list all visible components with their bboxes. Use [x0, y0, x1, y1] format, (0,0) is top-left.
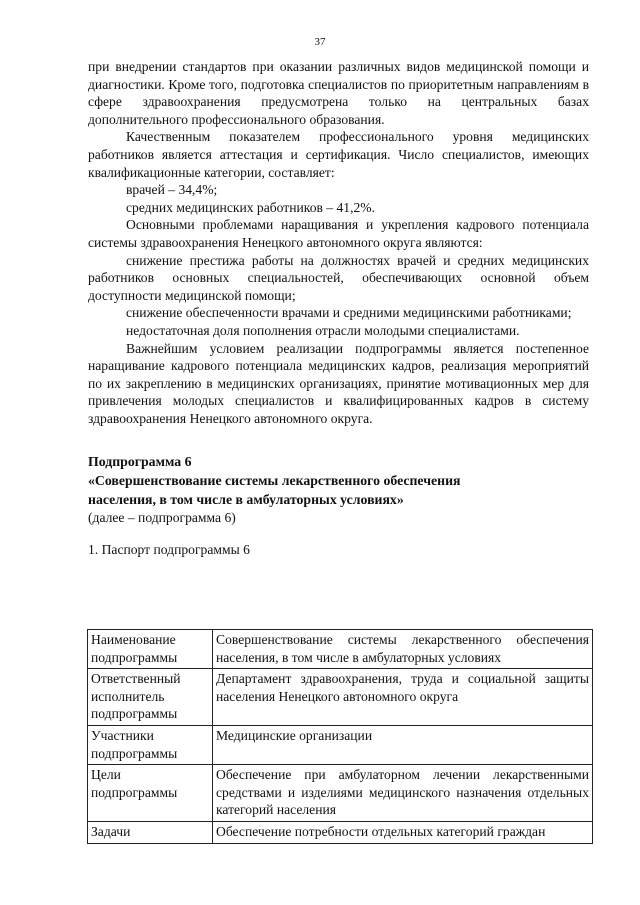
list-item: врачей – 34,4%; [126, 182, 218, 198]
table-cell-value: Департамент здравоохранения, труда и социальной защиты населения Ненецкого автономного округа [213, 669, 593, 726]
table-cell-value: Медицинские организации [213, 725, 593, 764]
paragraph: при внедрении стандартов при оказании различных видов медицинской помощи и диагностики. Кроме того, подготовка специалистов по приоритетным направлениям в сфере здравоохранения предусмотрена только на центральных базах дополнительного профессионального образования. [88, 59, 589, 127]
table-row [88, 765, 593, 822]
paragraph: Качественным показателем профессионального уровня медицинских работников является аттестация и сертификация. Число специалистов, имеющих квалификационные категории, составляет: [88, 129, 589, 180]
table-cell-label: Ответственный исполнитель подпрограммы [88, 669, 213, 726]
subprogram-subtitle-line2: населения, в том числе в амбулаторных условиях» [88, 492, 404, 508]
page-number: 37 [314, 36, 326, 48]
section-title: 1. Паспорт подпрограммы 6 [88, 542, 250, 558]
table-cell-label: Цели подпрограммы [88, 765, 213, 822]
passport-table [87, 629, 593, 844]
list-item: снижение престижа работы на должностях врачей и средних медицинских работников основных специальностей, обеспечивающих основной объем доступности медицинской помощи; [88, 252, 589, 303]
table-row [88, 821, 593, 843]
list-item: снижение обеспеченности врачами и средними медицинскими работниками; [126, 305, 572, 321]
subprogram-note: (далее – подпрограмма 6) [88, 510, 236, 526]
paragraph: Основными проблемами наращивания и укрепления кадрового потенциала системы здравоохранения Ненецкого автономного округа являются: [88, 217, 589, 250]
subprogram-subtitle-line1: «Совершенствование системы лекарственного обеспечения [88, 473, 461, 489]
subprogram-title: Подпрограмма 6 [88, 454, 192, 470]
table-row [88, 669, 593, 726]
paragraph: Важнейшим условием реализации подпрограммы является постепенное наращивание кадрового потенциала медицинских кадров, реализация мероприятий по их закреплению в медицинских организациях, принятие мотивационных мер для привлечения молодых специалистов и квалифицированных кадров в систему здравоохранения Ненецкого автономного округа. [88, 340, 589, 426]
table-cell-value: Обеспечение при амбулаторном лечении лекарственными средствами и изделиями медицинского назначения отдельных категорий населения [213, 765, 593, 822]
table-cell-value: Совершенствование системы лекарственного обеспечения населения, в том числе в амбулаторных условиях [213, 630, 593, 669]
table-cell-label: Наименование подпрограммы [88, 630, 213, 669]
list-item: недостаточная доля пополнения отрасли молодыми специалистами. [126, 322, 520, 338]
table-row [88, 725, 593, 764]
table-cell-value: Обеспечение потребности отдельных категорий граждан [213, 821, 593, 843]
table-cell-label: Участники подпрограммы [88, 725, 213, 764]
body-text [88, 58, 589, 559]
list-item: средних медицинских работников – 41,2%. [126, 199, 376, 215]
table-cell-label: Задачи [88, 821, 213, 843]
table-row [88, 630, 593, 669]
